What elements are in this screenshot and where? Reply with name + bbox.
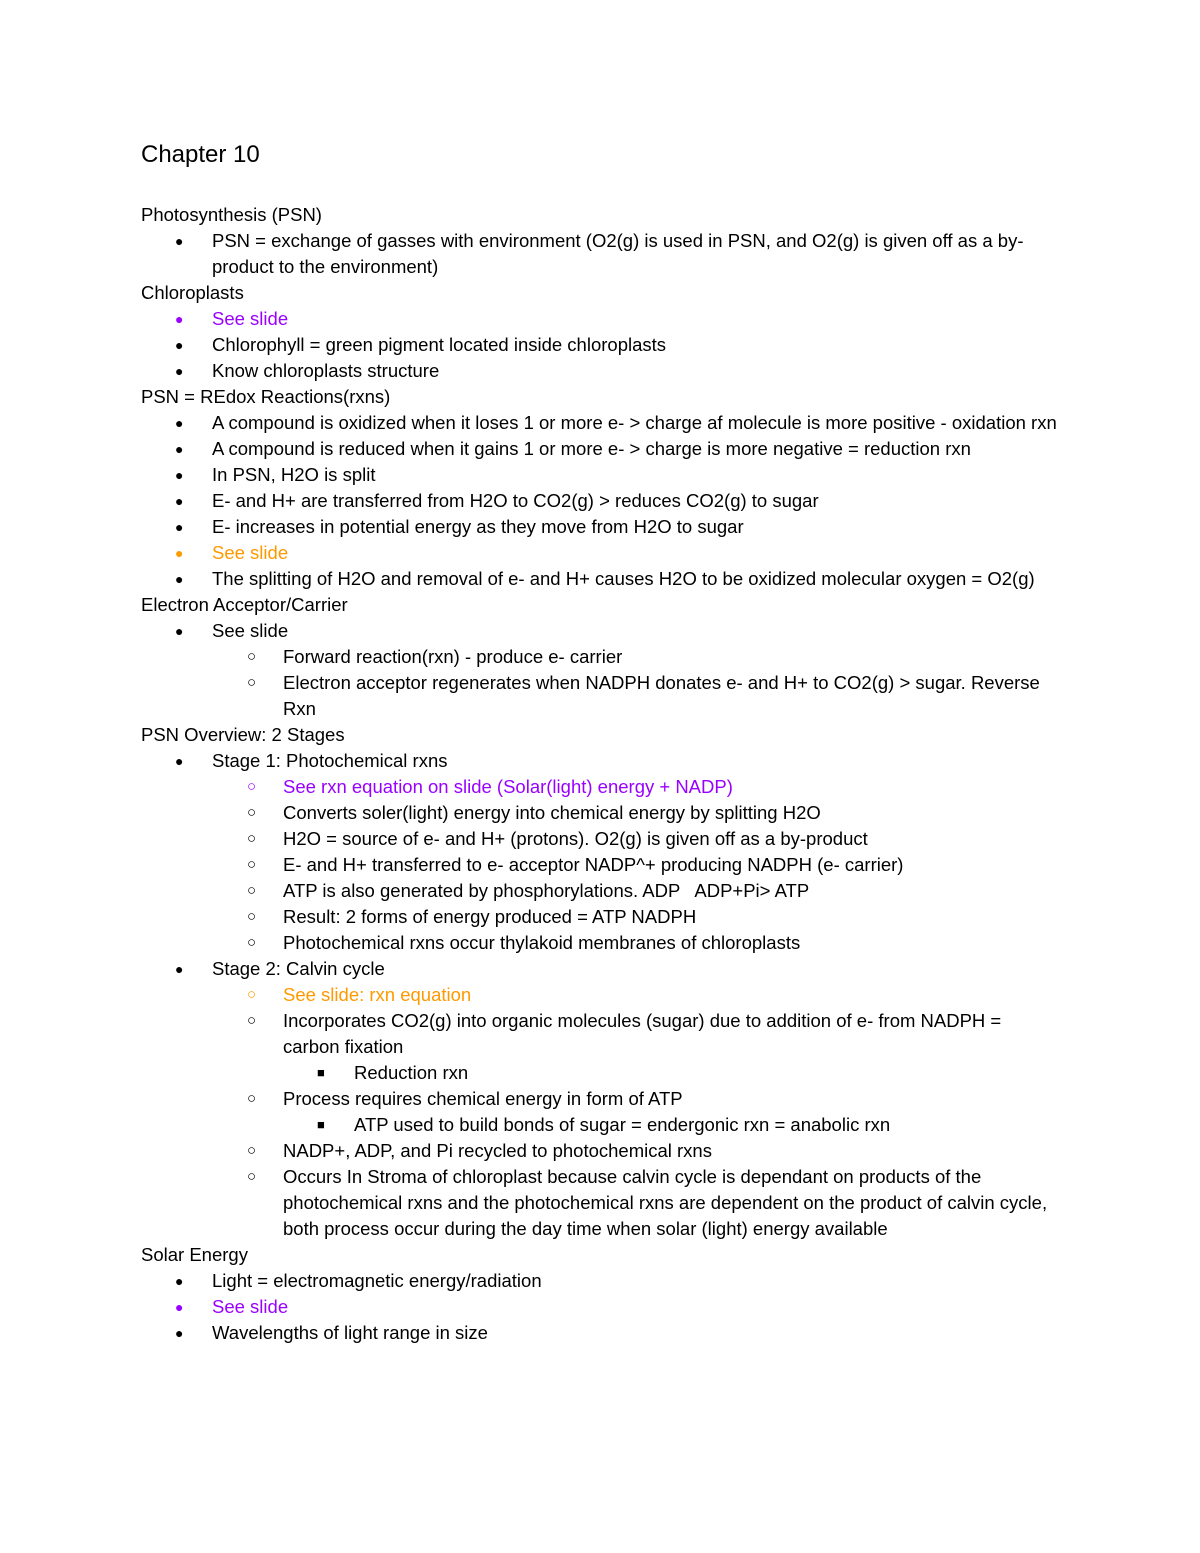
list-item: ○ Incorporates CO2(g) into organic molecules (sugar) due to addition of e- from NADPH = carbon fixation xyxy=(247,1010,1002,1057)
list-item: ● Light = electromagnetic energy/radiation xyxy=(141,1268,1061,1294)
circle-bullet-icon: ○ xyxy=(247,934,257,951)
sub-bullet-list xyxy=(141,1086,1061,1112)
circle-bullet-icon: ○ xyxy=(247,1012,257,1029)
bullet-list xyxy=(141,956,1061,982)
list-item: ○ Photochemical rxns occur thylakoid membranes of chloroplasts xyxy=(141,930,1061,956)
section-chloroplasts xyxy=(141,280,1061,384)
circle-bullet-icon: ○ xyxy=(247,674,257,691)
bullet-list xyxy=(141,410,1061,592)
bullet-icon: ● xyxy=(175,467,184,483)
circle-bullet-icon: ○ xyxy=(247,1090,257,1107)
circle-bullet-icon: ○ xyxy=(247,1168,257,1185)
list-item: ● In PSN, H2O is split xyxy=(141,462,1061,488)
list-item: ● E- increases in potential energy as they move from H2O to sugar xyxy=(141,514,1061,540)
section-photosynthesis xyxy=(141,202,1061,280)
bullet-icon: ● xyxy=(175,337,184,353)
circle-bullet-icon: ○ xyxy=(247,908,257,925)
list-item: ○ E- and H+ transferred to e- acceptor NADP^+ producing NADPH (e- carrier) xyxy=(141,852,1061,878)
bullet-icon: ● xyxy=(175,415,184,431)
list-item: ● A compound is oxidized when it loses 1 or more e- > charge af molecule is more positive - oxidation rxn xyxy=(141,410,1061,436)
circle-bullet-icon: ○ xyxy=(247,856,257,873)
list-item: ○ Forward reaction(rxn) - produce e- carrier xyxy=(141,644,1061,670)
list-item: ○ Converts soler(light) energy into chemical energy by splitting H2O xyxy=(141,800,1061,826)
section-heading: Photosynthesis (PSN) xyxy=(141,204,322,225)
list-item: ○ See slide: rxn equation xyxy=(141,982,1061,1008)
bullet-icon: ● xyxy=(175,233,184,249)
document-page xyxy=(141,138,1061,1346)
list-item: ● See slide xyxy=(141,618,1061,644)
list-item: ● Stage 2: Calvin cycle xyxy=(141,956,1061,982)
square-bullet-icon: ■ xyxy=(317,1117,325,1132)
list-item: ● The splitting of H2O and removal of e- and H+ causes H2O to be oxidized molecular oxygen = O2(g) xyxy=(141,566,1061,592)
circle-bullet-icon: ○ xyxy=(247,778,257,795)
list-item: ● See slide xyxy=(141,306,1061,332)
list-item: ○ Process requires chemical energy in form of ATP xyxy=(141,1086,1061,1112)
section-psn-overview xyxy=(141,722,1061,1242)
list-item: ○ ATP is also generated by phosphorylations. ADP ADP+Pi> ATP xyxy=(141,878,1061,904)
list-item: ○ Result: 2 forms of energy produced = ATP NADPH xyxy=(141,904,1061,930)
bullet-icon: ● xyxy=(175,1273,184,1289)
section-solar-energy xyxy=(141,1242,1061,1346)
bullet-icon: ● xyxy=(175,441,184,457)
bullet-icon: ● xyxy=(175,311,184,327)
circle-bullet-icon: ○ xyxy=(247,804,257,821)
bullet-list xyxy=(141,1268,1061,1346)
bullet-icon: ● xyxy=(175,961,184,977)
bullet-icon: ● xyxy=(175,1299,184,1315)
sub-sub-bullet-list xyxy=(141,1112,1061,1138)
square-bullet-icon: ■ xyxy=(317,1065,325,1080)
circle-bullet-icon: ○ xyxy=(247,986,257,1003)
bullet-icon: ● xyxy=(175,623,184,639)
list-item: ● A compound is reduced when it gains 1 or more e- > charge is more negative = reduction rxn xyxy=(141,436,1061,462)
sub-bullet-list xyxy=(141,982,1061,1060)
sub-sub-bullet-list xyxy=(141,1060,1061,1086)
list-item: ○ See rxn equation on slide (Solar(light) energy + NADP) xyxy=(141,774,1061,800)
list-item: ○ Electron acceptor regenerates when NADPH donates e- and H+ to CO2(g) > sugar. Reverse Rxn xyxy=(247,672,1040,719)
bullet-list xyxy=(141,618,1061,644)
bullet-icon: ● xyxy=(175,1325,184,1341)
list-item: ● PSN = exchange of gasses with environment (O2(g) is used in PSN, and O2(g) is given off as a by-product to the environment) xyxy=(175,230,1024,277)
section-heading: Chloroplasts xyxy=(141,282,244,303)
section-electron-acceptor xyxy=(141,592,1061,722)
sub-bullet-list xyxy=(141,1138,1061,1242)
circle-bullet-icon: ○ xyxy=(247,830,257,847)
bullet-icon: ● xyxy=(175,519,184,535)
list-item: ○ Occurs In Stroma of chloroplast because calvin cycle is dependant on products of the photochemical rxns and the photochemical rxns are dependent on the product of calvin cycle, both process occur during the day time when solar (light) energy available xyxy=(247,1166,1048,1239)
list-item: ● Chlorophyll = green pigment located inside chloroplasts xyxy=(141,332,1061,358)
list-item: ● Know chloroplasts structure xyxy=(141,358,1061,384)
section-heading: PSN Overview: 2 Stages xyxy=(141,724,345,745)
list-item: ■ Reduction rxn xyxy=(141,1060,1061,1086)
list-item: ● Stage 1: Photochemical rxns xyxy=(141,748,1061,774)
list-item: ○ NADP+, ADP, and Pi recycled to photochemical rxns xyxy=(141,1138,1061,1164)
section-heading: Solar Energy xyxy=(141,1244,248,1265)
bullet-list xyxy=(141,306,1061,384)
list-item: ■ ATP used to build bonds of sugar = endergonic rxn = anabolic rxn xyxy=(141,1112,1061,1138)
section-redox xyxy=(141,384,1061,592)
sub-bullet-list xyxy=(141,644,1061,722)
bullet-icon: ● xyxy=(175,571,184,587)
list-item: ● Wavelengths of light range in size xyxy=(141,1320,1061,1346)
list-item: ○ H2O = source of e- and H+ (protons). O2(g) is given off as a by-product xyxy=(141,826,1061,852)
section-heading: PSN = REdox Reactions(rxns) xyxy=(141,386,391,407)
circle-bullet-icon: ○ xyxy=(247,1142,257,1159)
bullet-list xyxy=(141,748,1061,774)
bullet-list xyxy=(141,228,1061,280)
bullet-icon: ● xyxy=(175,753,184,769)
list-item: ● See slide xyxy=(141,1294,1061,1320)
circle-bullet-icon: ○ xyxy=(247,882,257,899)
page-title: Chapter 10 xyxy=(141,141,260,168)
circle-bullet-icon: ○ xyxy=(247,648,257,665)
sub-bullet-list xyxy=(141,774,1061,956)
bullet-icon: ● xyxy=(175,363,184,379)
section-heading: Electron Acceptor/Carrier xyxy=(141,594,348,615)
list-item: ● E- and H+ are transferred from H2O to CO2(g) > reduces CO2(g) to sugar xyxy=(141,488,1061,514)
bullet-icon: ● xyxy=(175,493,184,509)
bullet-icon: ● xyxy=(175,545,184,561)
list-item: ● See slide xyxy=(141,540,1061,566)
